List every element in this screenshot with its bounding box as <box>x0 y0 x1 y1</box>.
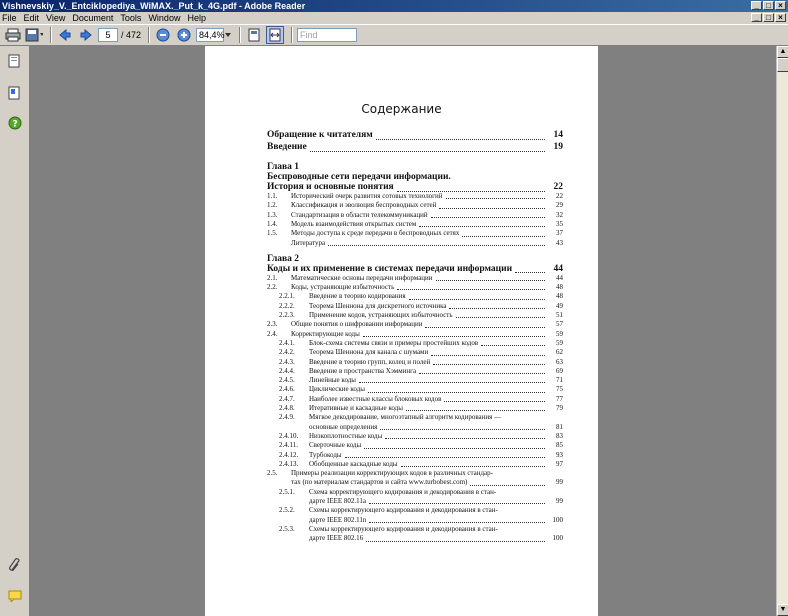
zoom-input[interactable]: 84,4% <box>196 28 224 42</box>
toc-entry-number: 2.4.8. <box>279 404 295 412</box>
toc-leader-dots <box>406 410 545 411</box>
toc-entry <box>267 469 493 477</box>
toc-leader-dots <box>515 272 545 273</box>
toc-entry-text: Методы доступа к среде передачи в беспроводных сетях <box>291 229 460 238</box>
toc-page-number: 32 <box>556 210 563 219</box>
toc-leader-dots <box>419 226 545 227</box>
toc-leader-dots <box>436 280 545 281</box>
toc-page-number: 44 <box>556 273 563 282</box>
toc-entry-text: дарте IEEE 802.11a <box>309 497 366 505</box>
toc-heading: Содержание <box>361 102 442 116</box>
toc-entry-text: Корректирующие коды <box>291 329 360 338</box>
toc-page-number: 63 <box>556 357 563 366</box>
print-icon[interactable] <box>4 26 22 44</box>
toc-entry-number: 2.1. <box>267 273 278 282</box>
svg-text:?: ? <box>12 119 18 130</box>
toc-entry-number: 2.5. <box>267 469 278 478</box>
toc-entry-number: 1.5. <box>267 229 278 238</box>
toc-entry <box>267 162 299 172</box>
scroll-up-button[interactable]: ▲ <box>777 46 788 58</box>
toc-page-number: 100 <box>552 534 563 543</box>
attachments-icon[interactable] <box>8 558 22 572</box>
toc-entry <box>279 385 365 393</box>
toc-entry <box>267 254 299 264</box>
toc-entry-text: Беспроводные сети передачи информации. <box>267 172 451 182</box>
toolbar <box>0 24 788 46</box>
toc-page-number: 22 <box>556 192 563 200</box>
toc-entry <box>267 211 428 219</box>
toc-entry-text: Теорема Шеннона для канала с шумами <box>309 348 429 357</box>
scroll-down-button[interactable]: ▼ <box>777 604 788 616</box>
save-icon[interactable] <box>25 26 43 44</box>
toc-entry <box>267 330 360 338</box>
toc-entry-text: Глава 2 <box>267 253 300 264</box>
pages-icon[interactable] <box>8 54 22 68</box>
toc-leader-dots <box>425 327 545 328</box>
toc-entry <box>309 516 366 524</box>
toc-leader-dots <box>397 289 545 290</box>
toc-entry-number: 2.4.1. <box>279 338 295 347</box>
navigation-panel <box>0 46 30 616</box>
menu-document[interactable]: Document <box>72 13 114 23</box>
toc-leader-dots <box>481 345 545 346</box>
toc-entry-number: 1.3. <box>267 210 278 219</box>
toc-leader-dots <box>363 336 545 337</box>
scroll-thumb[interactable] <box>777 58 788 72</box>
toc-leader-dots <box>419 373 545 374</box>
toc-entry <box>279 302 446 310</box>
toc-entry-text: Сверточные коды <box>309 441 362 450</box>
toc-entry <box>267 182 394 192</box>
toc-entry-text: Стандартизация в области телекоммуникаций <box>291 210 428 219</box>
minimize-button[interactable]: _ <box>751 1 762 10</box>
toc-leader-dots <box>369 503 545 504</box>
toolbar-separator <box>148 27 150 43</box>
menu-help[interactable]: Help <box>187 13 206 23</box>
toc-entry <box>279 432 382 440</box>
toc-entry <box>291 478 467 486</box>
toc-entry-number: 2.4.12. <box>279 450 299 459</box>
zoom-dropdown-icon[interactable] <box>224 26 232 44</box>
toc-entry <box>279 292 406 300</box>
page-total: / 472 <box>121 30 142 40</box>
toc-entry <box>279 339 478 347</box>
toc-entry-number: 2.4.10. <box>279 431 299 440</box>
toc-entry-text: Примеры реализации корректирующих кодов в различных стандар- <box>291 469 493 478</box>
toc-entry <box>267 274 433 282</box>
toc-entry <box>279 376 356 384</box>
menu-bar <box>0 12 788 24</box>
toc-entry <box>267 130 373 140</box>
toc-leader-dots <box>439 208 545 209</box>
toc-entry <box>279 404 403 412</box>
toc-page-number: 35 <box>556 219 563 228</box>
menu-file[interactable]: File <box>2 13 17 23</box>
toc-entry-number: 2.2. <box>267 283 278 292</box>
toc-entry-text: тах (по материалам стандартов и сайта www.turbobest.com) <box>291 478 468 487</box>
toc-leader-dots <box>456 317 545 318</box>
toc-entry-number: 2.4.9. <box>279 413 295 422</box>
toc-entry-number: 2.4. <box>267 329 278 338</box>
toc-entry-number: 2.5.1. <box>279 487 295 496</box>
toc-entry-number: 1.1. <box>267 192 278 200</box>
toc-entry-text: Глава 1 <box>267 162 300 172</box>
vertical-scrollbar[interactable] <box>776 46 788 616</box>
toc-entry-text: Классификация и эволюция беспроводных сетей <box>291 201 437 210</box>
toc-entry-text: Схема корректирующего кодирования и декодирования в стан- <box>309 487 497 496</box>
toc-entry-text: Применение кодов, устраняющих избыточность <box>309 311 453 319</box>
comments-icon[interactable] <box>8 590 22 604</box>
toc-entry-number: 1.2. <box>267 201 278 210</box>
toc-entry <box>279 441 361 449</box>
toc-entry-text: Математические основы передачи информации <box>291 273 433 282</box>
toc-entry-number: 2.4.5. <box>279 376 295 385</box>
toc-page-number: 69 <box>556 366 563 375</box>
toc-leader-dots <box>369 522 545 523</box>
menu-view[interactable]: View <box>46 13 66 23</box>
toc-leader-dots <box>328 245 545 246</box>
toc-entry-text: Итеративные и каскадные коды <box>309 404 403 412</box>
toc-entry <box>309 423 377 431</box>
toc-leader-dots <box>401 466 545 467</box>
toc-page-number: 49 <box>556 301 563 310</box>
toc-entry-text: Наиболее известные классы блоковых кодов <box>309 394 442 403</box>
toc-entry <box>267 142 307 152</box>
doc-restore-button[interactable]: □ <box>763 13 774 22</box>
toc-leader-dots <box>359 382 545 383</box>
toolbar-separator <box>239 27 241 43</box>
toc-leader-dots <box>368 392 545 393</box>
toc-page-number: 81 <box>556 422 563 431</box>
menu-edit[interactable]: Edit <box>23 13 40 23</box>
toc-entry-number: 1.4. <box>267 219 278 228</box>
toc-entry <box>267 283 394 291</box>
toc-page-number: 79 <box>556 404 563 412</box>
toc-page-number: 57 <box>556 320 563 329</box>
toc-entry-text: Мягкое декодирование, многоэтапный алгоритм кодирования — <box>309 413 502 422</box>
toc-page-number: 37 <box>556 229 563 238</box>
toc-entry-number: 2.3. <box>267 320 278 329</box>
toc-page-number: 48 <box>556 283 563 292</box>
toc-entry <box>279 525 498 533</box>
toc-entry-number: 2.5.2. <box>279 506 295 515</box>
toc-entry <box>279 460 398 468</box>
toc-entry <box>279 488 496 496</box>
toc-entry-number: 2.2.1. <box>279 292 295 301</box>
toc-leader-dots <box>409 299 545 300</box>
toc-leader-dots <box>470 485 545 486</box>
toc-leader-dots <box>433 364 545 365</box>
toc-entry-text: Обращение к читателям <box>267 130 373 140</box>
toc-entry <box>279 367 416 375</box>
toc-page-number: 48 <box>556 292 563 301</box>
bookmarks-icon[interactable] <box>8 86 22 100</box>
toc-page-number: 75 <box>556 385 563 394</box>
fit-page-icon[interactable] <box>245 26 263 44</box>
toc-page-number: 100 <box>552 515 563 524</box>
toc-entry <box>279 311 453 319</box>
toc-entry-text: Введение <box>267 142 307 152</box>
doc-minimize-button[interactable]: _ <box>751 13 762 22</box>
toc-leader-dots <box>380 429 545 430</box>
toc-page-number: 62 <box>556 348 563 357</box>
toolbar-separator <box>50 27 52 43</box>
toc-page-number: 85 <box>556 441 563 450</box>
toc-entry-text: Схемы корректирующего кодирования и декодирования в стан- <box>309 506 498 515</box>
toc-entry-number: 2.2.3. <box>279 311 295 319</box>
zoom-in-icon[interactable] <box>175 26 193 44</box>
toc-entry-number: 2.5.3. <box>279 524 295 533</box>
toc-entry-number: 2.2.2. <box>279 301 295 310</box>
toc-entry <box>267 201 436 209</box>
toc-entry-text: Линейные коды <box>309 376 357 385</box>
toc-page-number: 97 <box>556 459 563 468</box>
menu-window[interactable]: Window <box>148 13 181 23</box>
toc-entry-text: дарте IEEE 802.16 <box>309 534 364 543</box>
toc-entry-number: 2.4.4. <box>279 366 295 375</box>
next-page-icon[interactable] <box>77 26 95 44</box>
toc-entry <box>267 320 422 328</box>
toc-leader-dots <box>345 457 545 458</box>
toc-entry-text: Теорема Шеннона для дискретного источника <box>309 301 447 310</box>
toc-leader-dots <box>364 448 545 449</box>
toc-entry-number: 2.4.13. <box>279 459 299 468</box>
toc-entry <box>279 506 498 514</box>
toc-leader-dots <box>385 438 545 439</box>
toc-entry-number: 2.4.7. <box>279 394 295 403</box>
toc-entry <box>279 395 441 403</box>
window-title: Vishnevskiy_V._Entciklopediya_WiMAX._Put_k_4G.pdf - Adobe Reader <box>2 1 306 11</box>
toc-entry-text: дарте IEEE 802.11n <box>309 515 367 524</box>
close-button[interactable]: × <box>775 1 786 10</box>
toc-leader-dots <box>431 355 545 356</box>
toc-leader-dots <box>462 236 545 237</box>
toc-entry <box>267 172 451 182</box>
fit-width-icon[interactable] <box>266 26 284 44</box>
toc-page-number: 22 <box>553 182 563 192</box>
toc-entry-text: Циклические коды <box>309 385 365 394</box>
toc-page-number: 51 <box>556 311 563 319</box>
toc-entry-text: Литература <box>291 238 326 247</box>
toolbar-separator <box>291 27 293 43</box>
toc-entry <box>279 413 501 421</box>
toc-page-number: 29 <box>556 201 563 210</box>
toc-entry <box>309 497 366 505</box>
toc-page-number: 77 <box>556 394 563 403</box>
toc-entry-text: Обобщенные каскадные коды <box>309 459 398 468</box>
toc-entry <box>291 239 325 247</box>
find-input[interactable]: Find <box>297 28 357 42</box>
toc-entry <box>309 534 363 542</box>
toc-page-number: 99 <box>556 478 563 487</box>
toc-page-number: 59 <box>556 329 563 338</box>
toc-leader-dots <box>366 541 545 542</box>
toc-entry-text: Общие понятия о шифровании информации <box>291 320 423 329</box>
toc-leader-dots <box>444 401 545 402</box>
document-area[interactable] <box>31 46 776 616</box>
toc-entry <box>279 358 430 366</box>
toc-entry-text: Модель взаимодействия открытых систем <box>291 219 417 228</box>
doc-close-button[interactable]: × <box>775 13 786 22</box>
toc-entry-text: Блок-схема системы связи и примеры простейших кодов <box>309 338 479 347</box>
toc-leader-dots <box>310 151 545 152</box>
toc-leader-dots <box>376 139 545 140</box>
toc-entry <box>279 348 428 356</box>
toc-page-number: 59 <box>556 338 563 347</box>
toc-entry <box>267 220 416 228</box>
toc-entry <box>267 229 459 237</box>
toc-entry <box>279 451 342 459</box>
toc-page-number: 99 <box>556 497 563 505</box>
toc-entry-text: Турбокоды <box>309 450 342 459</box>
toc-entry-text: основные определения <box>309 422 378 431</box>
toc-entry-number: 2.4.6. <box>279 385 295 394</box>
toc-entry-text: Низкоплотностные коды <box>309 431 383 440</box>
toc-page-number: 44 <box>553 263 563 274</box>
pdf-page <box>205 46 598 616</box>
toc-page-number: 19 <box>553 142 563 152</box>
toc-entry-text: Исторический очерк развития сотовых технологий <box>291 192 443 200</box>
toc-leader-dots <box>449 308 545 309</box>
toc-entry-number: 2.4.11. <box>279 441 298 450</box>
toc-entry <box>267 192 443 200</box>
toc-page-number: 83 <box>556 431 563 440</box>
page-number-input[interactable]: 5 <box>98 28 118 42</box>
toc-page-number: 93 <box>556 450 563 459</box>
zoom-out-icon[interactable] <box>154 26 172 44</box>
toc-leader-dots <box>431 217 545 218</box>
toc-entry <box>267 264 512 274</box>
toc-page-number: 43 <box>556 238 563 247</box>
toc-entry-text: Схемы корректирующего кодирования и декодирования в стан- <box>309 524 498 533</box>
toc-page-number: 14 <box>553 130 563 140</box>
previous-page-icon[interactable] <box>56 26 74 44</box>
toc-entry-number: 2.4.3. <box>279 357 295 366</box>
toc-entry-text: История и основные понятия <box>267 182 394 192</box>
menu-tools[interactable]: Tools <box>120 13 142 23</box>
toc-page-number: 71 <box>556 376 563 385</box>
toc-entry-text: Введение в теорию кодирования <box>309 292 406 301</box>
toc-entry-text: Коды и их применение в системах передачи информации <box>267 263 513 274</box>
help-icon[interactable] <box>8 116 22 130</box>
toc-entry-text: Коды, устраняющие избыточность <box>291 283 395 292</box>
toc-leader-dots <box>446 198 545 199</box>
maximize-button[interactable]: □ <box>763 1 774 10</box>
toc-entry-number: 2.4.2. <box>279 348 295 357</box>
title-bar <box>0 0 788 12</box>
toc-entry-text: Введение в теорию групп, колец и полей <box>309 357 431 366</box>
toc-entry-text: Введение в пространства Хэмминга <box>309 366 417 375</box>
